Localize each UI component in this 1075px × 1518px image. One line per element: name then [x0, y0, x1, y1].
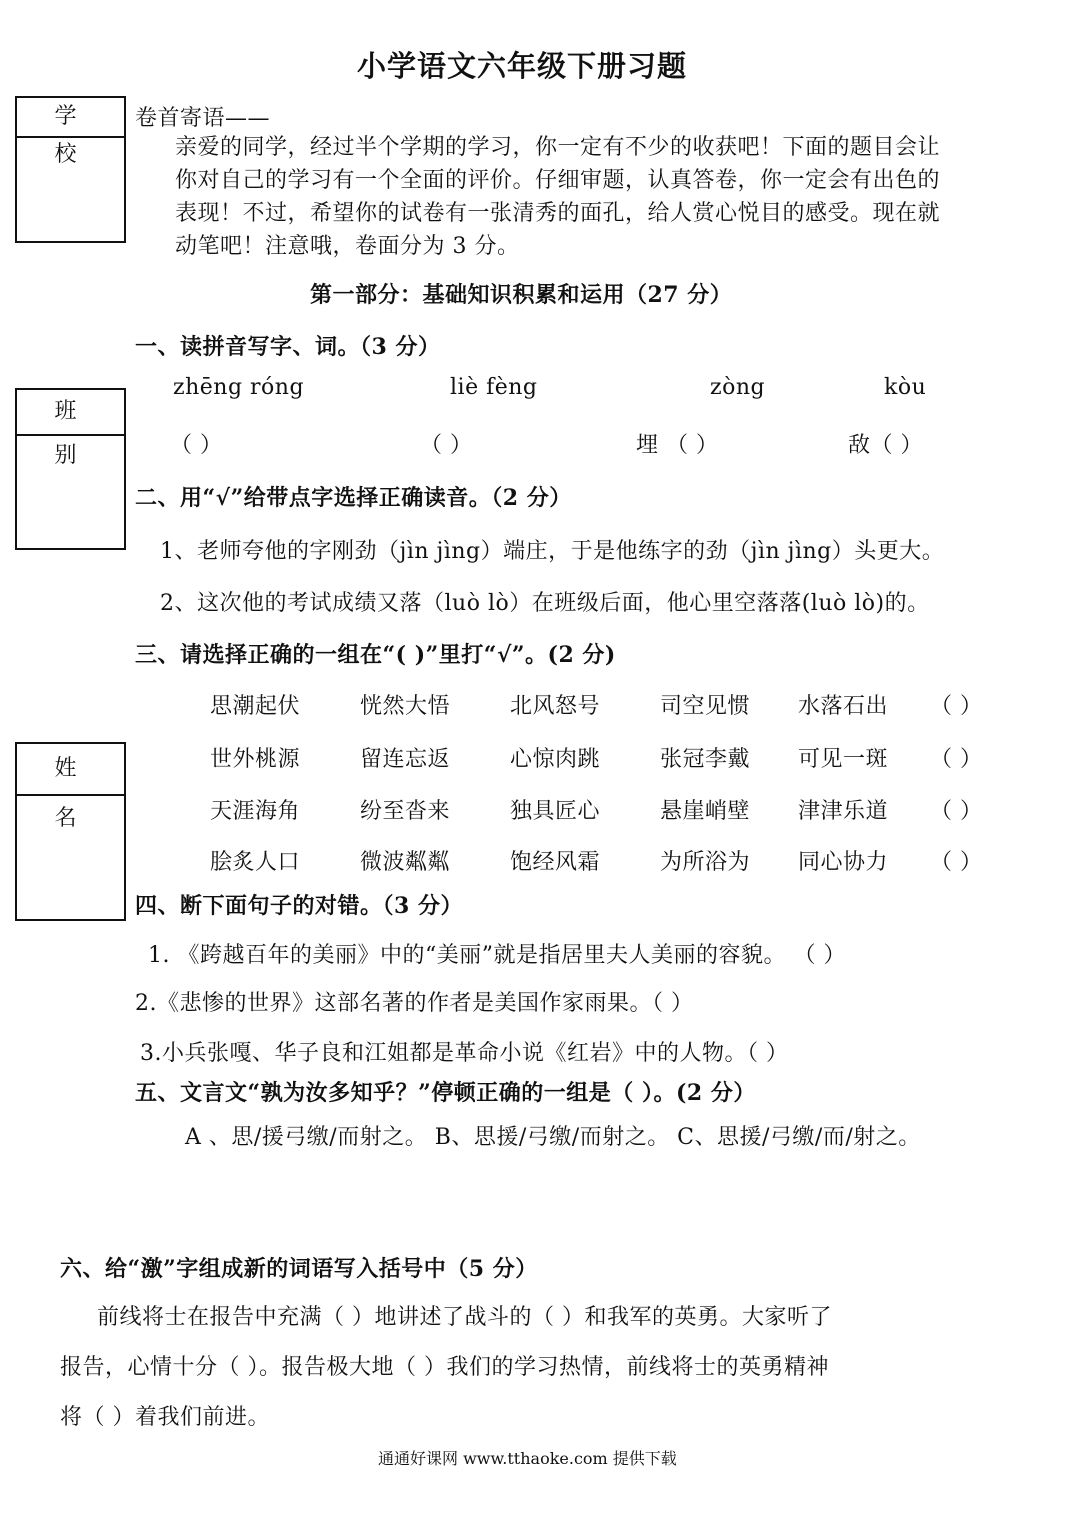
q3-answer-blank[interactable]: （ ）: [930, 850, 983, 875]
name-box: [15, 742, 126, 921]
q3-idiom: 同心协力: [798, 850, 889, 875]
q3-idiom: 津津乐道: [798, 799, 889, 824]
q3-idiom: 饱经风霜: [510, 850, 601, 875]
q4-item: 3.小兵张嘎、华子良和江姐都是革命小说《红岩》中的人物。（ ）: [140, 1041, 789, 1066]
q1-pinyin: liè fèng: [450, 375, 538, 400]
q3-idiom: 悬崖峭壁: [660, 799, 751, 824]
q5-heading: 五、文言文“孰为汝多知乎？”停顿正确的一组是（ ）。(2 分）: [135, 1080, 756, 1106]
q6-line: 前线将士在报告中充满（ ）地讲述了战斗的（ ）和我军的英勇。大家听了: [97, 1305, 832, 1330]
intro-line: 你对自己的学习有一个全面的评价。仔细审题，认真答卷，你一定会有出色的: [175, 168, 941, 193]
q3-idiom: 世外桃源: [210, 747, 301, 772]
q3-idiom: 微波粼粼: [360, 850, 451, 875]
q3-idiom: 纷至沓来: [360, 799, 451, 824]
q3-idiom: 为所浴为: [660, 850, 751, 875]
q6-line: 报告，心情十分（ ）。报告极大地（ ）我们的学习热情，前线将士的英勇精神: [60, 1355, 829, 1380]
q3-heading: 三、请选择正确的一组在“( )”里打“√”。(2 分): [135, 642, 616, 668]
intro-line: 动笔吧！注意哦，卷面分为 3 分。: [175, 234, 520, 259]
q4-item: 1. 《跨越百年的美丽》中的“美丽”就是指居里夫人美丽的容貌。 （ ）: [148, 943, 846, 968]
class-box: [15, 388, 126, 550]
q3-answer-blank[interactable]: （ ）: [930, 747, 983, 772]
q1-answer-blank[interactable]: （ ）: [420, 433, 473, 458]
q5-options: A 、思/援弓缴/而射之。 B、思援/弓缴/而射之。 C、思援/弓缴/而/射之。: [185, 1125, 921, 1150]
q3-idiom: 天涯海角: [210, 799, 301, 824]
q3-idiom: 水落石出: [798, 694, 889, 719]
q1-heading: 一、读拼音写字、词。（3 分）: [135, 334, 441, 360]
q3-answer-blank[interactable]: （ ）: [930, 694, 983, 719]
q6-line: 将（ ）着我们前进。: [60, 1405, 270, 1430]
intro-line: 表现！不过，希望你的试卷有一张清秀的面孔，给人赏心悦目的感受。现在就: [175, 201, 941, 226]
q3-idiom: 北风怒号: [510, 694, 601, 719]
q1-pinyin: kòu: [884, 375, 927, 400]
q2-item: 2、这次他的考试成绩又落（luò lò）在班级后面，他心里空落落(luò lò)的。: [160, 591, 930, 616]
q3-idiom: 恍然大悟: [360, 694, 451, 719]
q3-idiom: 张冠李戴: [660, 747, 751, 772]
q1-answer-blank[interactable]: 埋 （ ）: [636, 433, 719, 458]
q3-idiom: 独具匠心: [510, 799, 601, 824]
q3-idiom: 心惊肉跳: [510, 747, 601, 772]
page-title: 小学语文六年级下册习题: [357, 49, 688, 83]
school-box: [15, 96, 126, 243]
name-label: 姓 名: [17, 744, 124, 796]
q4-item: 2.《悲惨的世界》这部名著的作者是美国作家雨果。（ ）: [135, 991, 694, 1016]
q3-idiom: 思潮起伏: [210, 694, 301, 719]
q3-idiom: 留连忘返: [360, 747, 451, 772]
q1-answer-blank[interactable]: 敌（ ）: [848, 433, 923, 458]
q1-pinyin: zhēng róng: [173, 375, 305, 400]
q1-answer-blank[interactable]: （ ）: [170, 433, 223, 458]
q3-idiom: 司空见惯: [660, 694, 751, 719]
part1-heading: 第一部分：基础知识积累和运用（27 分）: [310, 282, 733, 308]
q2-item: 1、老师夸他的字刚劲（jìn jìng）端庄，于是他练字的劲（jìn jìng）头更大。: [160, 539, 945, 564]
footer-source: 通通好课网 www.tthaoke.com 提供下载: [378, 1449, 677, 1468]
q2-heading: 二、用“√”给带点字选择正确读音。（2 分）: [135, 485, 572, 511]
school-label: 学 校: [17, 98, 124, 138]
intro-heading: 卷首寄语——: [135, 106, 271, 131]
class-label: 班 别: [17, 390, 124, 436]
q1-pinyin: zòng: [710, 375, 766, 400]
q3-idiom: 脍炙人口: [210, 850, 301, 875]
q4-heading: 四、断下面句子的对错。（3 分）: [135, 893, 463, 919]
q3-answer-blank[interactable]: （ ）: [930, 799, 983, 824]
intro-line: 亲爱的同学，经过半个学期的学习，你一定有不少的收获吧！下面的题目会让: [175, 135, 941, 160]
q3-idiom: 可见一斑: [798, 747, 889, 772]
q6-heading: 六、给“激”字组成新的词语写入括号中（5 分）: [60, 1256, 538, 1282]
